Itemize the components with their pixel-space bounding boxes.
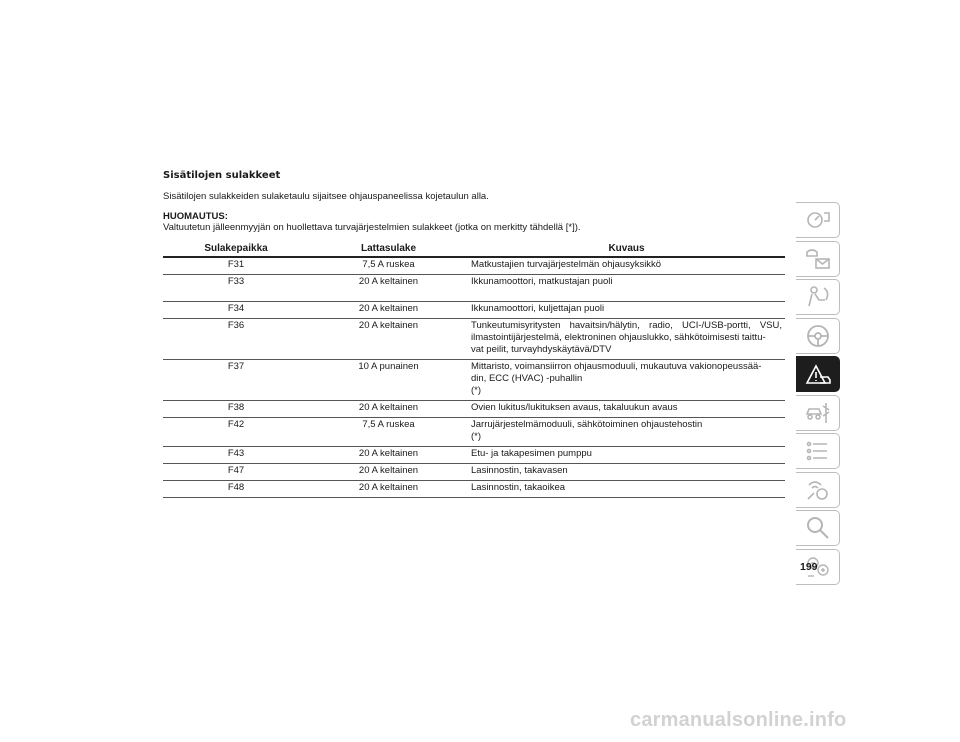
header-cavity: Sulakepaikka — [163, 239, 309, 257]
description-line: Tunkeutumisyritysten havaitsin/hälytin, radio, UCI-/USB-portti, VSU, ilmastointijärjestelmä, elektroninen ohjauslukko, sähkötoimisesti taittu- — [471, 320, 782, 343]
intro-text: Sisätilojen sulakkeiden sulaketaulu sijaitsee ohjauspaneelissa kojetaulun alla. — [163, 191, 489, 202]
header-fuse: Lattasulake — [309, 239, 468, 257]
fuse-cell: 20 A keltainen — [309, 401, 468, 418]
description-cell — [468, 447, 785, 464]
cavity-cell: F31 — [163, 257, 309, 275]
description-line: Ikkunamoottori, matkustajan puoli — [471, 276, 613, 287]
description-line: Ovien lukitus/lukituksen avaus, takaluukun avaus — [471, 402, 678, 413]
cavity-cell: F43 — [163, 447, 309, 464]
servicing-maintenance-icon — [804, 400, 832, 426]
cavity-cell: F37 — [163, 360, 309, 401]
chapter-tabs — [796, 202, 841, 587]
section-title: Sisätilojen sulakkeet — [163, 170, 281, 181]
table-row — [163, 275, 785, 302]
fuse-cell: 20 A keltainen — [309, 447, 468, 464]
description-line: Lasinnostin, takaoikea — [471, 482, 566, 493]
description-line: vat peilit, turvayhdyskäytävä/DTV — [471, 344, 612, 355]
fuse-cell: 7,5 A ruskea — [309, 257, 468, 275]
description-cell — [468, 360, 785, 401]
tab-dashboard[interactable] — [796, 202, 840, 238]
multimedia-icon — [804, 477, 832, 503]
cavity-cell: F48 — [163, 481, 309, 498]
table-row — [163, 464, 785, 481]
warning-lights-messages-icon — [804, 246, 832, 272]
table-row — [163, 418, 785, 447]
table-row — [163, 401, 785, 418]
fuse-cell: 20 A keltainen — [309, 302, 468, 319]
table-row — [163, 481, 785, 498]
fuse-table — [163, 239, 785, 498]
tab-safety[interactable] — [796, 279, 840, 315]
tab-multimedia[interactable] — [796, 472, 840, 508]
table-row — [163, 302, 785, 319]
tab-in-case-of-emergency[interactable] — [796, 356, 840, 392]
description-line: din, ECC (HVAC) -puhallin — [471, 373, 583, 384]
description-cell — [468, 319, 785, 360]
description-cell — [468, 275, 785, 302]
table-row — [163, 447, 785, 464]
fuse-cell: 20 A keltainen — [309, 319, 468, 360]
emergency-roadside-icon — [804, 361, 832, 387]
description-cell — [468, 464, 785, 481]
watermark: carmanualsonline.info — [630, 709, 847, 731]
technical-specs-icon — [804, 438, 832, 464]
cavity-cell: F36 — [163, 319, 309, 360]
note-text: Valtuutetun jälleenmyyjän on huollettava turvajärjestelmien sulakkeet (jotka on merkitty tähdellä [*]). — [163, 222, 581, 233]
note-heading: HUOMAUTUS: — [163, 211, 228, 222]
table-row — [163, 360, 785, 401]
tab-starting-driving[interactable] — [796, 318, 840, 354]
cavity-cell: F33 — [163, 275, 309, 302]
description-line: (*) — [471, 385, 482, 396]
page-number: 199 — [800, 561, 818, 573]
description-cell — [468, 401, 785, 418]
cavity-cell: F34 — [163, 302, 309, 319]
description-cell — [468, 257, 785, 275]
fuse-cell: 20 A keltainen — [309, 464, 468, 481]
table-header-row — [163, 239, 785, 257]
fuse-cell: 7,5 A ruskea — [309, 418, 468, 447]
description-line: Ikkunamoottori, kuljettajan puoli — [471, 303, 605, 314]
cavity-cell: F42 — [163, 418, 309, 447]
description-cell — [468, 481, 785, 498]
cavity-cell: F38 — [163, 401, 309, 418]
cavity-cell: F47 — [163, 464, 309, 481]
safety-airbag-icon — [804, 284, 832, 310]
description-line: Mittaristo, voimansiirron ohjausmoduuli, mukautuva vakionopeussää- — [471, 361, 762, 372]
fuse-cell: 10 A punainen — [309, 360, 468, 401]
fuse-cell: 20 A keltainen — [309, 275, 468, 302]
index-search-icon — [804, 515, 832, 541]
description-line: Lasinnostin, takavasen — [471, 465, 568, 476]
description-line: Jarrujärjestelmämoduuli, sähkötoiminen ohjaustehostin — [471, 419, 703, 430]
tab-index[interactable] — [796, 510, 840, 546]
description-line: (*) — [471, 431, 482, 442]
tab-warning-lights[interactable] — [796, 241, 840, 277]
description-line: Etu- ja takapesimen pumppu — [471, 448, 592, 459]
table-row — [163, 257, 785, 275]
tab-technical-specs[interactable] — [796, 433, 840, 469]
description-line: Matkustajien turvajärjestelmän ohjausyksikkö — [471, 259, 662, 270]
tab-servicing[interactable] — [796, 395, 840, 431]
table-row — [163, 319, 785, 360]
description-cell — [468, 418, 785, 447]
header-description: Kuvaus — [468, 239, 785, 257]
description-cell — [468, 302, 785, 319]
fuse-cell: 20 A keltainen — [309, 481, 468, 498]
page-content — [163, 170, 785, 498]
steering-wheel-icon — [804, 323, 832, 349]
dashboard-info-icon — [804, 207, 832, 233]
